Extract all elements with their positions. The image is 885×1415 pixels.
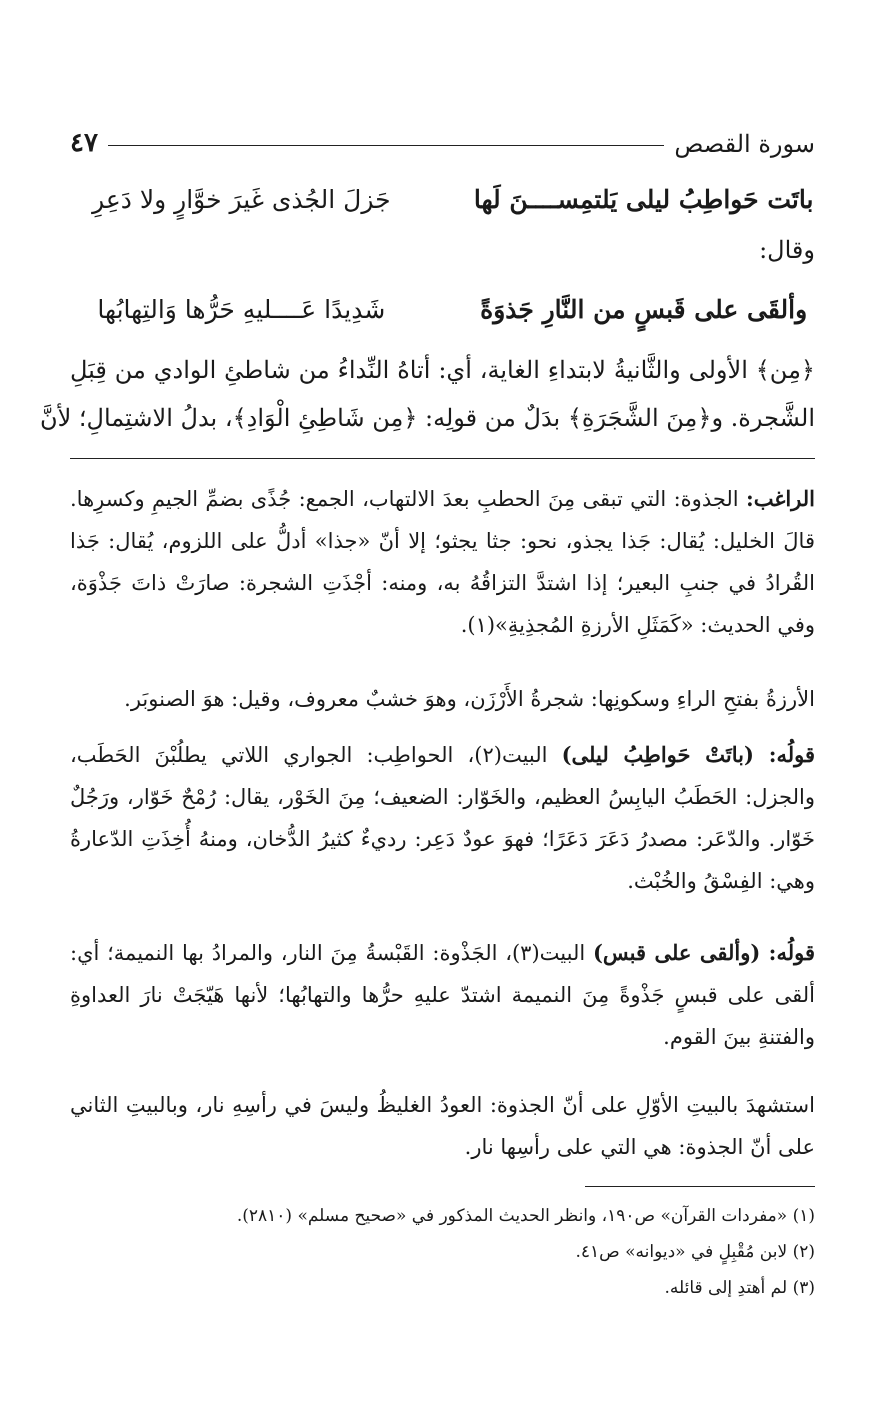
- paragraph-1-text: الجذوة: التي تبقى مِنَ الحطبِ بعدَ الالتهاب، الجمع: جُذًى بضمِّ الجيمِ وكسرِها. قالَ الخليل: يُقال: جَذا يجذو، نحو: جثا يجثو؛ إلا أنّ «جذا» أدلُّ على اللزوم، يُقال: جَذا القُرادُ في جنبِ البعير؛ إذا اشتدَّ التزاقُهُ به، ومنه: أجْذَتِ الشجرة: صارَتْ ذاتَ جَذْوَة، وفي الحديث: «كَمَثَلِ الأرزةِ المُجذِيةِ»(١).: [70, 487, 815, 637]
- main-text-line-2: الشَّجرة. و﴿مِنَ الشَّجَرَةِ﴾ بدَلٌ من قولِه: ﴿مِن شَاطِئِ الْوَادِ﴾، بدلُ الاشتِمالِ؛ لأنَّ: [39, 404, 815, 432]
- verse-2-first-hemistich: وألقَى على قَبسٍ من النَّارِ جَذوَةً: [480, 294, 808, 324]
- paragraph-2-text: الأرزةُ بفتحِ الراءِ وسكونِها: شجرةُ الأَرْزَن، وهوَ خشبٌ معروف، وقيل: هوَ الصنوبَر.: [124, 687, 815, 711]
- commentary-separator: [70, 458, 815, 459]
- raghib-lead: الراغب:: [745, 486, 815, 511]
- surah-title: سورة القصص: [674, 130, 815, 158]
- paragraph-3-text: البيت(٢)، الحواطِب: الجواري اللاتي يطلُبْنَ الحَطَب، والجزل: الحَطَبُ اليابِسُ العظيم، والخَوّار: الضعيف؛ مِنَ الخَوْر، يقال: رُمْحٌ خَوّار، ورَجُلٌ خَوّار. والدّعَر: مصدرُ دَعَرَ دَعَرًا؛ فهوَ عودٌ دَعِر: رديءٌ كثيرُ الدُّخان، ومنهُ أُخِذَتِ الدّعارةُ وهي: الفِسْقُ والخُبْث.: [70, 743, 815, 893]
- header-rule: [108, 145, 664, 146]
- footnote-3: (٣) لم أهتدِ إلى قائله.: [664, 1278, 815, 1298]
- verse-2-second-hemistich: شَدِيدًا عَــــليهِ حَرُّها وَالتِهابُها: [97, 294, 386, 324]
- book-page: [39, 0, 815, 1415]
- poetry-verse-2: [70, 286, 815, 332]
- footnote-separator: [585, 1186, 815, 1187]
- verse-1-quote-lead: قولُه: (باتَتْ حَواطِبُ ليلى): [561, 742, 815, 767]
- commentary-paragraph-3: [70, 734, 815, 902]
- page-number: ٤٧: [70, 128, 98, 158]
- verse-2-quote-lead: قولُه: (وألقى على قبس): [592, 940, 815, 965]
- commentary-paragraph-5: [70, 1084, 815, 1168]
- footnote-2: (٢) لابن مُقْبِلٍ في «ديوانه» ص٤١.: [575, 1242, 815, 1262]
- paragraph-5-text: استشهدَ بالبيتِ الأوّلِ على أنّ الجذوة: العودُ الغليظُ وليسَ في رأسِهِ نار، وبالبيتِ الثاني على أنّ الجذوة: هي التي على رأسِها نار.: [70, 1093, 815, 1159]
- paragraph-4-text: البيت(٣)، الجَذْوة: القَبْسةُ مِنَ النار، والمرادُ بها النميمة؛ أي: ألقى على قبسٍ جَذْوةً مِنَ النميمة اشتدّ عليهِ حرُّها والتهابُها؛ لأنها هَيّجَتْ نارَ العداوةِ والفتنةِ بينَ القوم.: [70, 941, 815, 1049]
- verse-1-second-hemistich: جَزلَ الجُذى غَيرَ خوَّارٍ ولا دَعِرِ: [92, 184, 391, 214]
- wa-qal-label: وقال:: [759, 236, 815, 264]
- page-header: [70, 118, 815, 158]
- commentary-paragraph-2: [70, 678, 815, 720]
- footnote-1: (١) «مفردات القرآن» ص١٩٠، وانظر الحديث المذكور في «صحيح مسلم» (٢٨١٠).: [236, 1206, 815, 1226]
- commentary-paragraph-1: [70, 478, 815, 646]
- main-text-line-1: ﴿مِن﴾ الأولى والثَّانيةُ لابتداءِ الغاية، أي: أتاهُ النِّداءُ من شاطئِ الوادي من قِبَلِ: [70, 356, 815, 384]
- verse-1-first-hemistich: باتَت حَواطِبُ ليلى يَلتمِســــنَ لَها: [473, 184, 814, 214]
- poetry-verse-1: [70, 176, 815, 222]
- commentary-paragraph-4: [70, 932, 815, 1058]
